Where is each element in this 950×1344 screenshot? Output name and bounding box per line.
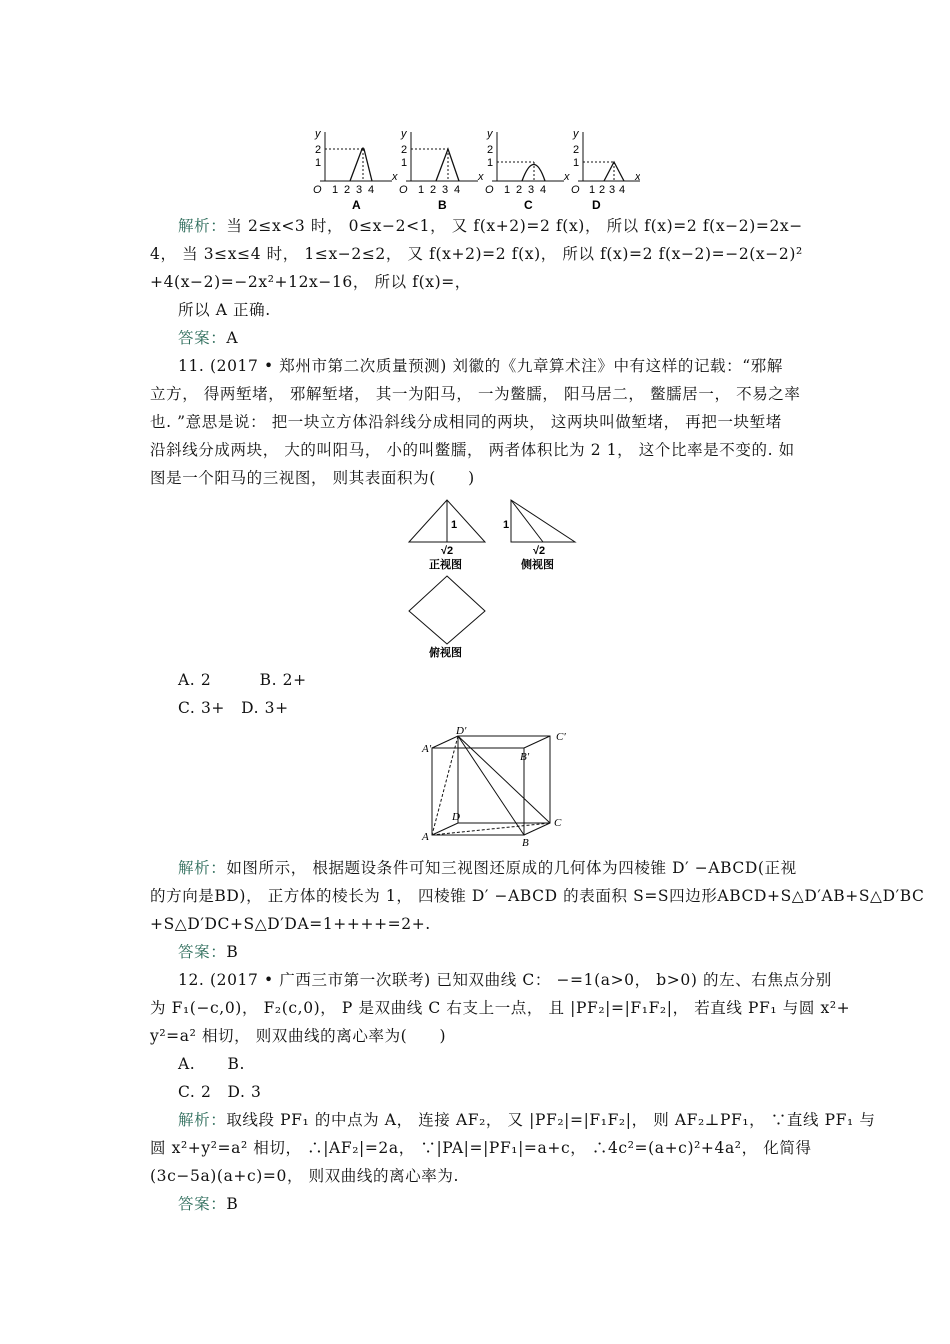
y-axis-label: y [401,128,407,140]
origin-label: O [313,184,322,196]
q11-stem-line-5: 图是一个阳马的三视图， 则其表面积为( ) [150,469,475,487]
x-tick: 3 [442,184,449,196]
graph-c [485,128,570,210]
y-tick: 1 [315,157,322,169]
x-tick: 2 [599,184,606,196]
y-tick: 1 [573,157,580,169]
x-tick: 2 [516,184,523,196]
caption-d: D [592,198,601,210]
q12-stem-line-1: 12. (2017 • 广西三市第一次联考) 已知双曲线 C： −=1(a>0， b>0) 的左、右焦点分别 [178,971,832,989]
front-height-label: 1 [451,519,458,531]
cube-label-d1: D′ [456,725,467,737]
graph-b [399,128,484,210]
q11-stem-line-3: 也. ”意思是说： 把一块立方体沿斜线分成相同的两块， 这两块叫做堑堵， 再把一块堑堵 [150,413,782,431]
caption-b: B [438,198,447,210]
cube-pyramid-figure [418,724,578,848]
x-axis-label: x [564,171,570,183]
x-tick: 1 [589,184,596,196]
y-tick: 1 [487,157,494,169]
solution-text: 当 2≤x<3 时， 0≤x−2<1， 又 f(x+2)=2 f(x)， 所以 f(x)=2 f(x−2)=2x− [226,217,803,235]
q10-answer [178,328,238,348]
caption-c: C [524,198,533,210]
side-height-label: 1 [503,519,510,531]
q11-solution-line-1 [178,858,797,878]
q11-stem-line-4: 沿斜线分成两块， 大的叫阳马， 小的叫鳖臑， 两者体积比为 2 1， 这个比率是不变的. 如 [150,441,795,459]
function-graph-options [310,126,640,210]
q12-solution-line-2: 圆 x²+y²=a² 相切， ∴|AF₂|=2a， ∵|PA|=|PF₁|=a+c， ∴4c²=(a+c)²+4a²， 化简得 [150,1139,812,1157]
x-tick: 4 [540,184,547,196]
x-tick: 3 [609,184,616,196]
y-tick: 2 [487,144,494,156]
front-base-label: √2 [441,545,454,557]
q10-solution-line-3: +4(x−2)=−2x²+12x−16， 所以 f(x)=， [150,273,471,291]
cube-label-c1: C′ [556,731,566,743]
cube-label-c: C [554,817,562,829]
q11-options-line-1: A. 2 B. 2+ [178,671,307,689]
top-view-label: 俯视图 [429,647,462,659]
x-axis-label: x [392,171,398,183]
y-tick: 2 [315,144,322,156]
origin-label: O [399,184,408,196]
side-view [503,500,575,571]
q10-solution-line-1 [178,216,803,236]
x-axis-label: x [635,171,640,183]
x-tick: 4 [368,184,375,196]
y-tick: 2 [573,144,580,156]
x-tick: 2 [344,184,351,196]
q12-solution-line-1 [178,1110,875,1130]
q11-solution-line-3: +S△D′DC+S△D′DA=1++++=2+. [150,915,431,933]
cube-label-d: D [452,811,460,823]
front-view-label: 正视图 [429,559,462,571]
origin-label: O [571,184,580,196]
answer-label: 答案： [178,943,227,961]
answer-value: B [226,1195,239,1213]
solution-text: 取线段 PF₁ 的中点为 A， 连接 AF₂， 又 |PF₂|=|F₁F₂|， 则 AF₂⊥PF₁， ∵直线 PF₁ 与 [226,1111,876,1129]
front-view [409,500,485,571]
x-tick: 4 [454,184,461,196]
q10-solution-line-4: 所以 A 正确. [178,301,271,319]
top-view [409,576,485,659]
x-tick: 4 [619,184,626,196]
x-axis-label: x [478,171,484,183]
cube-label-a1: A′ [422,743,432,755]
cube-label-b1: B′ [520,751,530,763]
x-tick: 1 [332,184,339,196]
caption-a: A [352,198,361,210]
x-tick: 1 [418,184,425,196]
answer-label: 答案： [178,1195,227,1213]
q10-solution-line-2: 4， 当 3≤x≤4 时， 1≤x−2≤2， 又 f(x+2)=2 f(x)， 所以 f(x)=2 f(x−2)=−2(x−2)² [150,245,803,263]
y-axis-label: y [487,128,493,140]
q12-stem-line-2: 为 F₁(−c,0)， F₂(c,0)， P 是双曲线 C 右支上一点， 且 |PF₂|=|F₁F₂|， 若直线 PF₁ 与圆 x²+ [150,999,851,1017]
answer-value: B [226,943,239,961]
q11-stem-line-1: 11. (2017 • 郑州市第二次质量预测) 刘徽的《九章算术注》中有这样的记载：“邪解 [178,357,783,375]
x-tick: 2 [430,184,437,196]
solution-label: 解析： [178,1111,227,1129]
y-axis-label: y [315,128,321,140]
x-tick: 1 [504,184,511,196]
solution-text: 如图所示， 根据题设条件可知三视图还原成的几何体为四棱锥 D′ −ABCD(正视 [226,859,797,877]
q12-options-line-2: C. 2 D. 3 [178,1083,262,1101]
answer-label: 答案： [178,329,227,347]
y-tick: 2 [401,144,408,156]
q11-answer [178,942,238,962]
q11-options-line-2: C. 3+ D. 3+ [178,699,289,717]
q11-solution-line-2: 的方向是BD)， 正方体的棱长为 1， 四棱锥 D′ −ABCD 的表面积 S=S四边形ABCD+S△D′AB+S△D′BC [150,887,925,905]
origin-label: O [485,184,494,196]
q12-options-line-1: A. B. [178,1055,246,1073]
cube-label-a: A [422,831,429,843]
q11-stem-line-2: 立方， 得两堑堵， 邪解堑堵， 其一为阳马， 一为鳖臑， 阳马居二， 鳖臑居一， 不易之率 [150,385,801,403]
three-view-figure [405,496,585,660]
answer-value: A [226,329,239,347]
q12-answer [178,1194,238,1214]
graph-d [571,128,640,210]
q12-stem-line-3: y²=a² 相切， 则双曲线的离心率为( ) [150,1027,447,1045]
y-axis-label: y [573,128,579,140]
q12-solution-line-3: (3c−5a)(a+c)=0， 则双曲线的离心率为. [150,1167,460,1185]
x-tick: 3 [528,184,535,196]
solution-label: 解析： [178,859,227,877]
graph-a [313,128,398,210]
x-tick: 3 [356,184,363,196]
side-base-label: √2 [533,545,546,557]
solution-label: 解析： [178,217,227,235]
y-tick: 1 [401,157,408,169]
side-view-label: 侧视图 [521,559,554,571]
cube-label-b: B [522,837,529,848]
